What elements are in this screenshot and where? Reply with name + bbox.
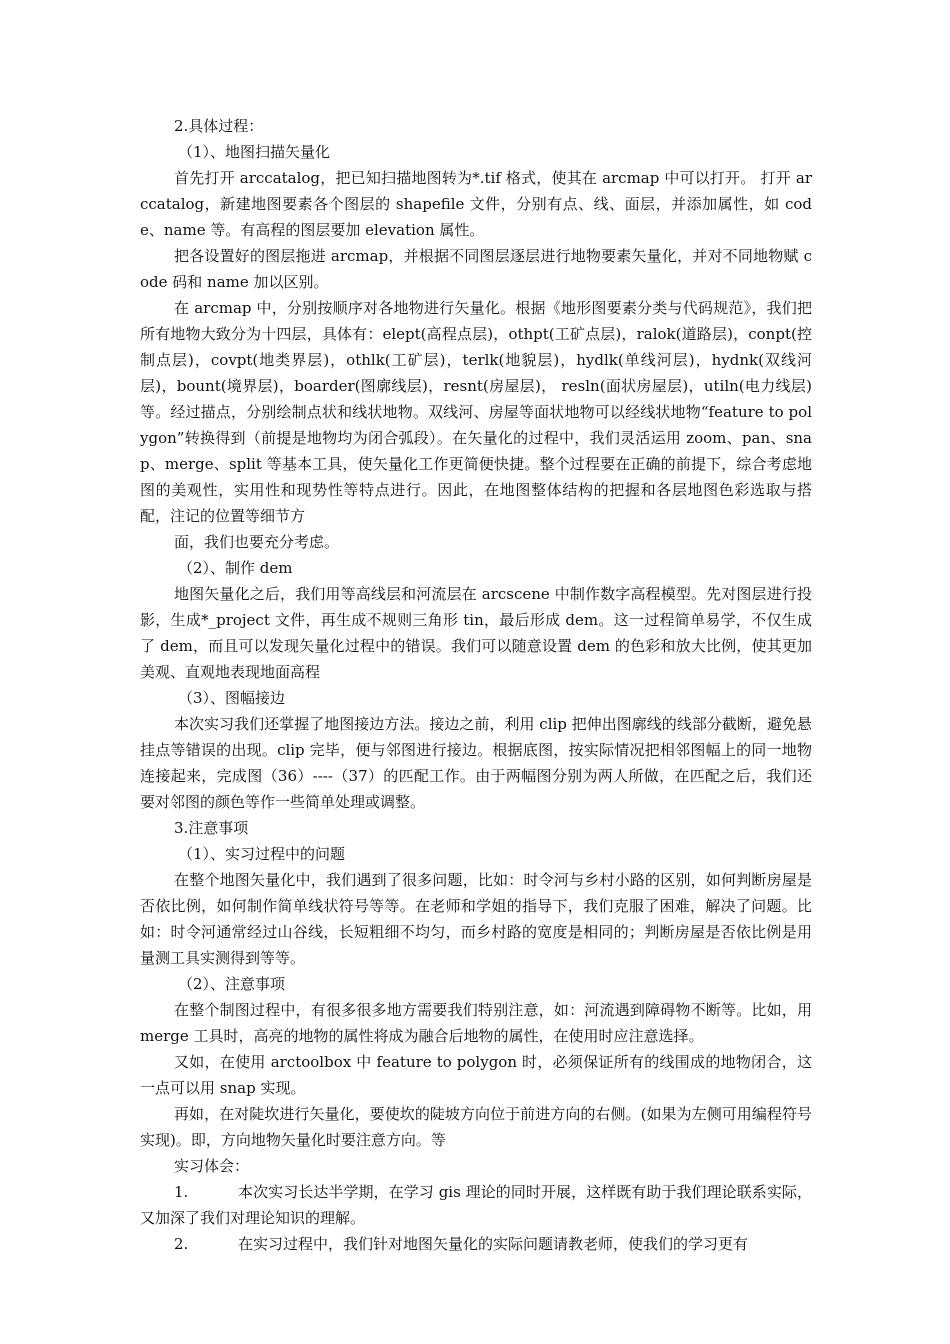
paragraph-continuation: 面，我们也要充分考虑。: [174, 533, 340, 551]
paragraph: 在整个地图矢量化中，我们遇到了很多问题，比如：时令河与乡村小路的区别，如何判断房屋是否依比例，如何制作简单线状符号等等。在老师和学姐的指导下，我们克服了困难，解决了问题。比如：时令河通常经过山谷线，长短粗细不均匀，而乡村路的宽度是相同的；判断房屋是否依比例是用量测工具实测得到等等。: [140, 871, 812, 967]
section-heading-notes: 3.注意事项: [174, 819, 249, 837]
paragraph: 在 arcmap 中，分别按顺序对各地物进行矢量化。根据《地形图要素分类与代码规范》，我们把所有地物大致分为十四层，具体有：elept(高程点层)，othpt(工矿点层)，ralok(道路层)，conpt(控制点层)，covpt(地类界层)，othlk(工矿层)，terlk(地貌层)，hydlk(单线河层)，hydnk(双线河层)，bount(境界层)，boarder(图廓线层)，resnt(房屋层)， resln(面状房屋层)，utiln(电力线层)等。经过描点，分别绘制点状和线状地物。双线河、房屋等面状地物可以经线状地物“feature to polygon”转换得到（前提是地物均为闭合弧段）。在矢量化的过程中，我们灵活运用 zoom、pan、snap、merge、split 等基本工具，使矢量化工作更简便快捷。整个过程要在正确的前提下，综合考虑地图的美观性，实用性和现势性等特点进行。因此，在地图整体结构的把握和各层地图色彩选取与搭配，注记的位置等细节方: [140, 299, 812, 525]
list-item: [140, 1231, 812, 1257]
subheading-dem: （2）、制作 dem: [178, 559, 293, 577]
paragraph: 首先打开 arccatalog，把已知扫描地图转为*.tif 格式，使其在 arcmap 中可以打开。 打开 arccatalog，新建地图要素各个图层的 shapefile 文件，分别有点、线、面层，并添加属性，如 code、name 等。有高程的图层要加 elevation 属性。: [140, 169, 812, 239]
paragraph: 地图矢量化之后，我们用等高线层和河流层在 arcscene 中制作数字高程模型。先对图层进行投影，生成*_project 文件，再生成不规则三角形 tin，最后形成 dem。这一过程简单易学，不仅生成了 dem，而且可以发现矢量化过程中的错误。我们可以随意设置 dem 的色彩和放大比例，使其更加美观、直观地表现地面高程: [140, 585, 812, 681]
subheading-vectorization: （1）、地图扫描矢量化: [178, 143, 331, 161]
document-page: [140, 113, 812, 1257]
list-text: 本次实习长达半学期，在学习 gis 理论的同时开展，这样既有助于我们理论联系实际，又加深了我们对理论知识的理解。: [140, 1183, 812, 1227]
list-text: 在实习过程中，我们针对地图矢量化的实际问题请教老师，使我们的学习更有: [238, 1235, 749, 1253]
list-item: [140, 1179, 812, 1231]
paragraph: 再如，在对陡坎进行矢量化，要使坎的陡坡方向位于前进方向的右侧。(如果为左侧可用编程符号实现)。即，方向地物矢量化时要注意方向。等: [140, 1105, 812, 1149]
list-number: 2.: [174, 1235, 189, 1253]
subheading-edge-matching: （3）、图幅接边: [178, 689, 286, 707]
section-heading-process: 2.具体过程：: [174, 117, 264, 135]
paragraph: 把各设置好的图层拖进 arcmap，并根据不同图层逐层进行地物要素矢量化，并对不同地物赋 code 码和 name 加以区别。: [140, 247, 812, 291]
paragraph: 本次实习我们还掌握了地图接边方法。接边之前，利用 clip 把伸出图廓线的线部分截断，避免悬挂点等错误的出现。clip 完毕，便与邻图进行接边。根据底图，按实际情况把相邻图幅上的同一地物连接起来，完成图（36）----（37）的匹配工作。由于两幅图分别为两人所做，在匹配之后，我们还要对邻图的颜色等作一些简单处理或调整。: [140, 715, 812, 811]
subheading-cautions: （2）、注意事项: [178, 975, 286, 993]
section-heading-reflections: 实习体会：: [174, 1157, 250, 1175]
paragraph: 在整个制图过程中，有很多很多地方需要我们特别注意，如：河流遇到障碍物不断等。比如，用 merge 工具时，高亮的地物的属性将成为融合后地物的属性，在使用时应注意选择。: [140, 1001, 812, 1045]
list-number: 1.: [174, 1183, 189, 1201]
paragraph: 又如，在使用 arctoolbox 中 feature to polygon 时，必须保证所有的线围成的地物闭合，这一点可以用 snap 实现。: [140, 1053, 812, 1097]
subheading-problems: （1）、实习过程中的问题: [178, 845, 346, 863]
